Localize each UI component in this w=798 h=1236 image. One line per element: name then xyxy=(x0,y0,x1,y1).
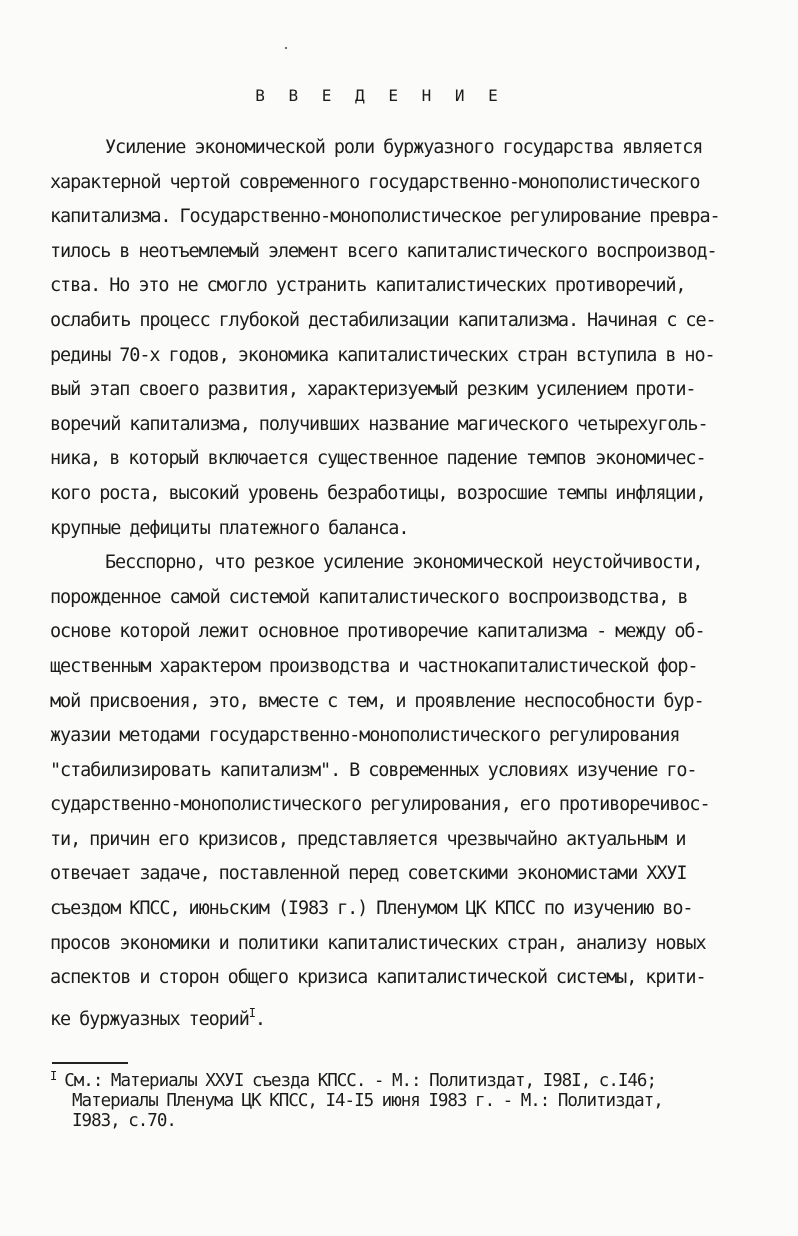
footnote-line: I983, с.70. xyxy=(72,1111,176,1131)
text-line: мой присвоения, это, вместе с тем, и проявление неспособности бур- xyxy=(50,690,704,712)
footnote-line: Материалы Пленума ЦК КПСС, I4-I5 июня I983 г. - М.: Политиздат, xyxy=(72,1091,663,1111)
text-line: крупные дефициты платежного баланса. xyxy=(50,517,409,539)
text-line: тилось в неотъемлемый элемент всего капиталистического воспроизвод- xyxy=(50,240,717,262)
text-line: кого роста, высокий уровень безработицы, возросшие темпы инфляции, xyxy=(50,482,706,504)
text-line: ника, в который включается существенное падение темпов экономичес- xyxy=(50,448,706,470)
text-line: редины 70-х годов, экономика капиталистических стран вступила в но- xyxy=(50,344,715,366)
text-line: основе которой лежит основное противоречие капитализма - между об- xyxy=(50,621,705,643)
footnote-divider xyxy=(52,1062,128,1064)
text-line: щественным характером производства и частнокапиталистической фор- xyxy=(50,655,698,677)
text-line: отвечает задаче, поставленной перед советскими экономистами XXУI xyxy=(50,863,687,885)
text-line: сударственно-монополистического регулирования, его противоречивос- xyxy=(50,794,710,816)
text-line: съездом КПСС, июньским (I983 г.) Пленумом ЦК КПСС по изучению во- xyxy=(50,898,693,920)
text-line: жуазии методами государственно-монополистического регулирования xyxy=(50,725,680,747)
body-text xyxy=(50,131,762,1030)
text-line: ства. Но это не смогло устранить капиталистических противоречий, xyxy=(50,275,686,297)
text-line: ти, причин его кризисов, представляется чрезвычайно актуальным и xyxy=(50,828,686,850)
text-line: Бесспорно, что резкое усиление экономической неустойчивости, xyxy=(105,552,703,574)
text-line: воречий капитализма, получивших название магического четырехуголь- xyxy=(50,413,708,435)
footnote-text: См.: Материалы XXУI съезда КПСС. - М.: Политиздат, I98I, с.I46; xyxy=(64,1071,656,1091)
footnote xyxy=(50,1066,762,1131)
text-line: аспектов и сторон общего кризиса капиталистической системы, крити- xyxy=(50,967,706,989)
text-line: порожденное самой системой капиталистического воспроизводства, в xyxy=(50,586,688,608)
text-line: характерной чертой современного государственно-монополистического xyxy=(50,171,700,193)
text-line: вый этап своего развития, характеризуемый резким усилением проти- xyxy=(50,379,696,401)
text-line: Усиление экономической роли буржуазного государства является xyxy=(105,137,703,158)
last-line-text: ке буржуазных теорий xyxy=(50,1008,249,1030)
footnote-mark: I xyxy=(50,1069,57,1083)
section-title: В В Е Д Е Н И Е xyxy=(255,86,505,105)
text-line: "стабилизировать капитализм". В современных условиях изучение го- xyxy=(50,759,697,781)
speck-mark xyxy=(285,47,287,49)
text-line: просов экономики и политики капиталистических стран, анализу новых xyxy=(50,932,706,954)
text-line: капитализма. Государственно-монополистическое регулирование превра- xyxy=(50,206,720,228)
footnote-line xyxy=(50,1066,762,1091)
text-line-last: ке буржуазных теорий$^I$. xyxy=(50,1005,265,1030)
footnote-reference[interactable]: I xyxy=(248,1005,255,1020)
text-line: ослабить процесс глубокой дестабилизации капитализма. Начиная с се- xyxy=(50,309,716,331)
